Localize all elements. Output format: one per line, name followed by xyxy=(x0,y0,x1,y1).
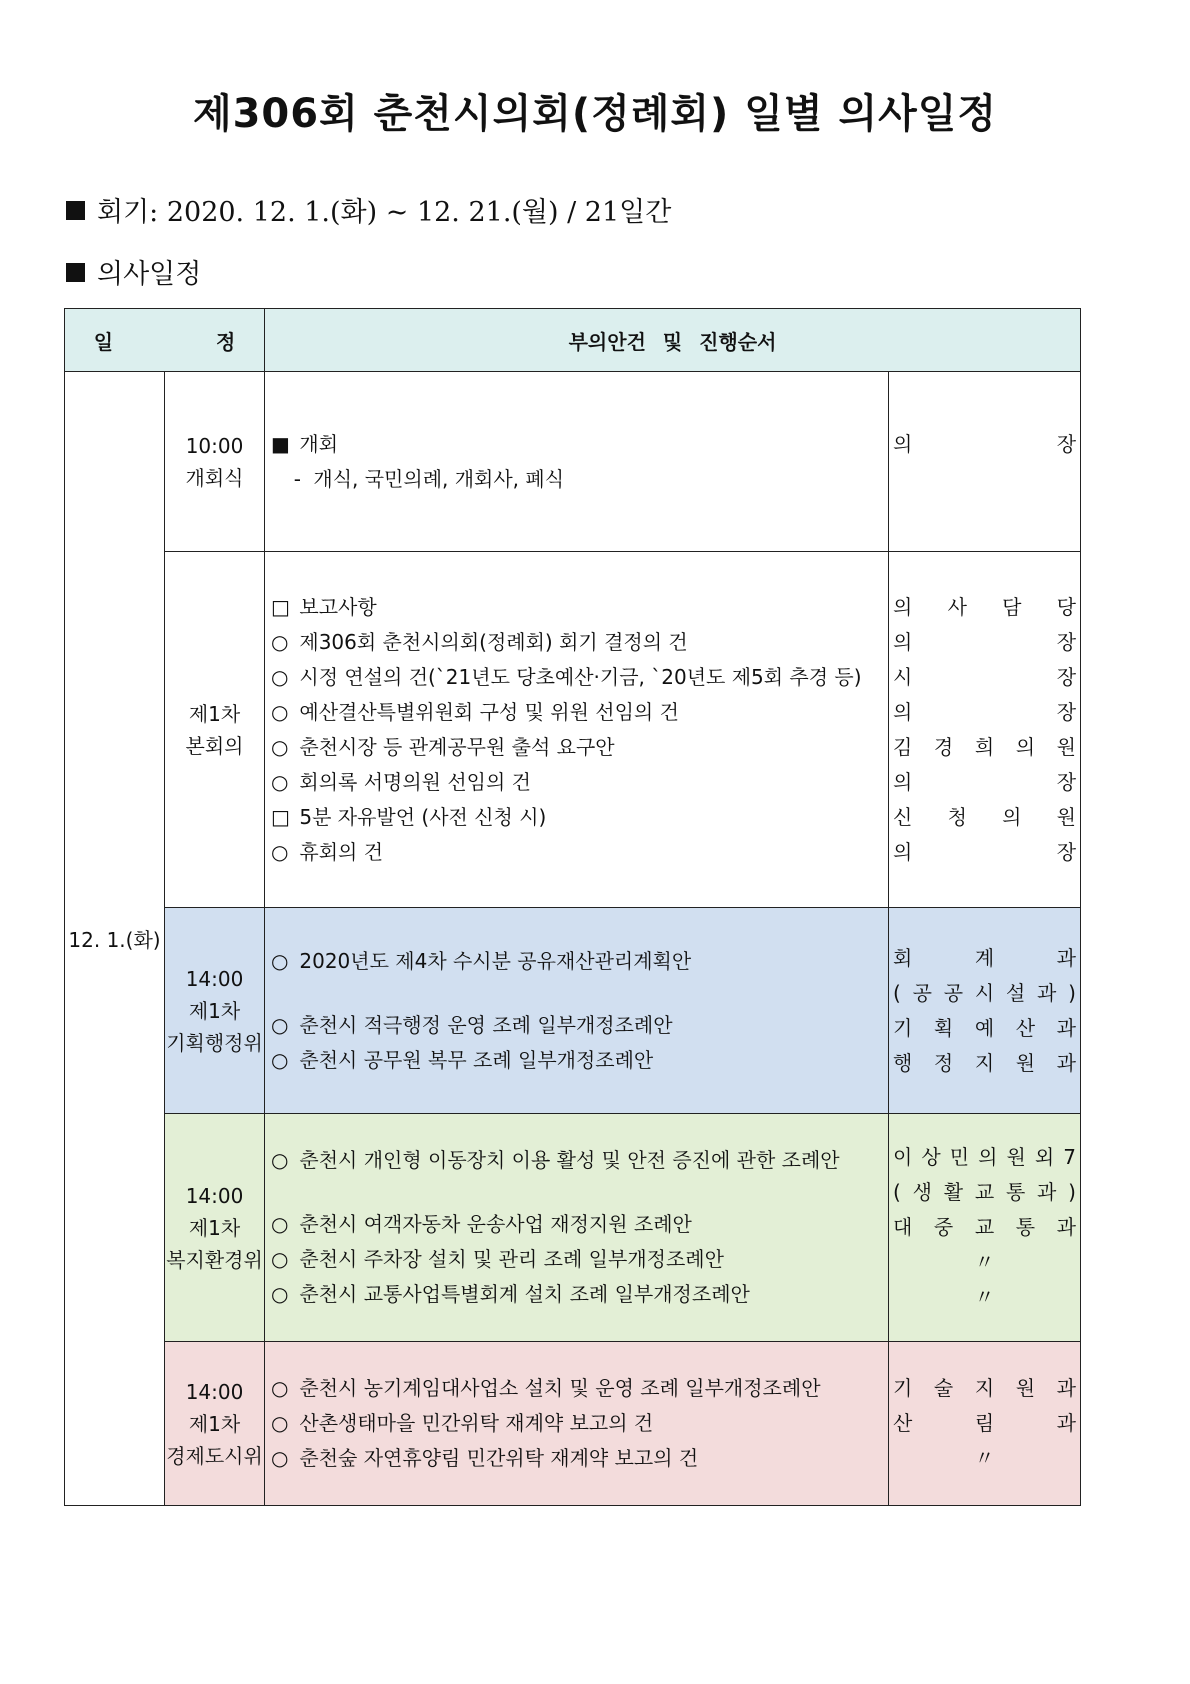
agenda-item: ○ 춘천시 적극행정 운영 조례 일부개정조례안 xyxy=(271,1008,882,1043)
page-title: 제306회 춘천시의회(정례회) 일별 의사일정 xyxy=(192,91,998,137)
responsible-entry: 기 술 지 원 과 xyxy=(893,1376,1076,1400)
agenda-item: □ 보고사항 xyxy=(271,590,882,625)
session-time-line: 14:00 xyxy=(185,1379,244,1404)
session-date: 12. 1.(화) xyxy=(65,372,165,1506)
agenda-items xyxy=(265,552,889,908)
agenda-items xyxy=(265,908,889,1114)
agenda-items xyxy=(265,1114,889,1342)
responsible-entry: 의 장 xyxy=(893,629,1077,654)
responsible-party xyxy=(889,372,1081,552)
bullet-icon: ○ xyxy=(271,948,289,973)
spacer xyxy=(271,1178,882,1207)
session-time-line: 복지환경위 xyxy=(166,1247,263,1272)
bullet-icon: ○ xyxy=(271,734,289,759)
bullet-icon: ○ xyxy=(271,769,289,794)
header-schedule: 일 정 xyxy=(65,309,265,372)
agenda-item: ○ 산촌생태마을 민간위탁 재계약 보고의 건 xyxy=(271,1406,882,1441)
session-row xyxy=(65,372,1081,552)
agenda-item: ○ 2020년도 제4차 수시분 공유재산관리계획안 xyxy=(271,944,882,979)
agenda-items xyxy=(265,1342,889,1506)
responsible-party xyxy=(889,908,1081,1114)
session-time-line: 개회식 xyxy=(185,465,244,490)
responsible-entry: ( 공 공 시 설 과 ) xyxy=(893,980,1076,1005)
agenda-item: ○ 시정 연설의 건(`21년도 당초예산·기금, `20년도 제5회 추경 등) xyxy=(271,660,882,695)
agenda-item: ○ 춘천시 교통사업특별회계 설치 조례 일부개정조례안 xyxy=(271,1277,882,1312)
session-row xyxy=(65,1342,1081,1506)
session-time-line: 제1차 xyxy=(188,1215,241,1240)
session-time xyxy=(165,1342,265,1506)
bullet-icon: ○ xyxy=(271,1148,289,1172)
responsible-entry: 김 경 희 의 원 xyxy=(893,734,1076,759)
session-time-line: 14:00 xyxy=(185,966,244,991)
bullet-icon: ○ xyxy=(271,1446,289,1470)
bullet-icon: ○ xyxy=(271,1212,289,1236)
agenda-item: □ 5분 자유발언 (사전 신청 시) xyxy=(271,800,882,835)
session-row xyxy=(65,552,1081,908)
bullet-icon: ○ xyxy=(271,699,289,724)
agenda-heading xyxy=(66,252,201,291)
agenda-item: ○ 제306회 춘천시의회(정례회) 회기 결정의 건 xyxy=(271,625,882,660)
schedule-table xyxy=(64,308,1081,1506)
responsible-entry: 회 계 과 xyxy=(893,945,1076,970)
responsible-entry: 의 사 담 당 xyxy=(893,594,1076,619)
bullet-icon: ○ xyxy=(271,664,289,689)
agenda-item: ○ 춘천숲 자연휴양림 민간위탁 재계약 보고의 건 xyxy=(271,1441,882,1476)
bullet-icon: □ xyxy=(271,804,290,829)
agenda-item: ○ 회의록 서명의원 선임의 건 xyxy=(271,765,882,800)
agenda-item: ■ 개회 xyxy=(271,427,882,462)
bullet-icon: ○ xyxy=(271,1012,289,1037)
responsible-entry: 의 장 xyxy=(893,839,1077,864)
bullet-icon: ○ xyxy=(271,1411,289,1435)
session-row xyxy=(65,1114,1081,1342)
square-bullet-icon xyxy=(66,201,85,220)
responsible-entry: ( 생 활 교 통 과 ) xyxy=(893,1180,1076,1204)
agenda-item: ○ 휴회의 건 xyxy=(271,835,882,870)
session-time-line: 제1차 xyxy=(188,998,241,1023)
session-time xyxy=(165,1114,265,1342)
agenda-items xyxy=(265,372,889,552)
responsible-entry: 〃 xyxy=(974,1446,995,1470)
responsible-entry: 신 청 의 원 xyxy=(893,804,1076,829)
responsible-entry: 대 중 교 통 과 xyxy=(893,1215,1076,1239)
session-period-text: 회기: 2020. 12. 1.(화) ~ 12. 21.(월) / 21일간 xyxy=(97,197,672,228)
session-time-line: 제1차 xyxy=(188,701,241,726)
session-time-line: 기획행정위 xyxy=(166,1030,263,1055)
square-bullet-icon xyxy=(66,263,85,282)
agenda-item: ○ 춘천시 공무원 복무 조례 일부개정조례안 xyxy=(271,1043,882,1078)
responsible-entry: 의 장 xyxy=(893,431,1077,456)
session-time xyxy=(165,552,265,908)
responsible-entry: 〃 xyxy=(974,1250,995,1274)
session-time-line: 14:00 xyxy=(185,1183,244,1208)
session-time-line: 본회의 xyxy=(185,733,244,758)
session-time-line: 제1차 xyxy=(188,1411,241,1436)
agenda-item: ○ 예산결산특별위원회 구성 및 위원 선임의 건 xyxy=(271,695,882,730)
responsible-party xyxy=(889,552,1081,908)
responsible-entry: 행 정 지 원 과 xyxy=(893,1050,1076,1075)
responsible-entry: 의 장 xyxy=(893,769,1077,794)
responsible-entry xyxy=(893,462,1076,497)
bullet-icon: ○ xyxy=(271,1047,289,1072)
responsible-party xyxy=(889,1342,1081,1506)
bullet-icon: ○ xyxy=(271,1282,289,1306)
responsible-party xyxy=(889,1114,1081,1342)
agenda-item: ○ 춘천시장 등 관계공무원 출석 요구안 xyxy=(271,730,882,765)
session-time xyxy=(165,908,265,1114)
agenda-item: ○ 춘천시 개인형 이동장치 이용 활성 및 안전 증진에 관한 조례안 xyxy=(271,1143,882,1178)
agenda-item: - 개식, 국민의례, 개회사, 폐식 xyxy=(271,462,882,497)
agenda-item: ○ 춘천시 주차장 설치 및 관리 조례 일부개정조례안 xyxy=(271,1242,882,1277)
session-period xyxy=(66,190,671,229)
responsible-entry: 의 장 xyxy=(893,699,1077,724)
bullet-icon: □ xyxy=(271,594,290,619)
session-time-line: 경제도시위 xyxy=(166,1443,263,1468)
agenda-item: ○ 춘천시 여객자동차 운송사업 재정지원 조례안 xyxy=(271,1207,882,1242)
bullet-icon: ○ xyxy=(271,1376,289,1400)
spacer xyxy=(271,979,882,1008)
bullet-icon: ○ xyxy=(271,839,289,864)
header-agenda: 부의안건 및 진행순서 xyxy=(265,309,1081,372)
bullet-icon: - xyxy=(293,466,302,491)
agenda-heading-text: 의사일정 xyxy=(97,259,202,290)
bullet-icon: ■ xyxy=(271,431,290,456)
session-row xyxy=(65,908,1081,1114)
bullet-icon: ○ xyxy=(271,1247,289,1271)
agenda-item: ○ 춘천시 농기계임대사업소 설치 및 운영 조례 일부개정조례안 xyxy=(271,1371,882,1406)
responsible-entry: 기 획 예 산 과 xyxy=(893,1015,1076,1040)
responsible-entry: 〃 xyxy=(974,1285,995,1309)
bullet-icon: ○ xyxy=(271,629,289,654)
session-time xyxy=(165,372,265,552)
responsible-entry: 산 림 과 xyxy=(893,1411,1076,1435)
responsible-entry: 이 상 민 의 원 외 7 xyxy=(893,1145,1076,1169)
table-header-row xyxy=(65,309,1081,372)
session-time-line: 10:00 xyxy=(185,433,244,458)
responsible-entry: 시 장 xyxy=(893,664,1077,689)
